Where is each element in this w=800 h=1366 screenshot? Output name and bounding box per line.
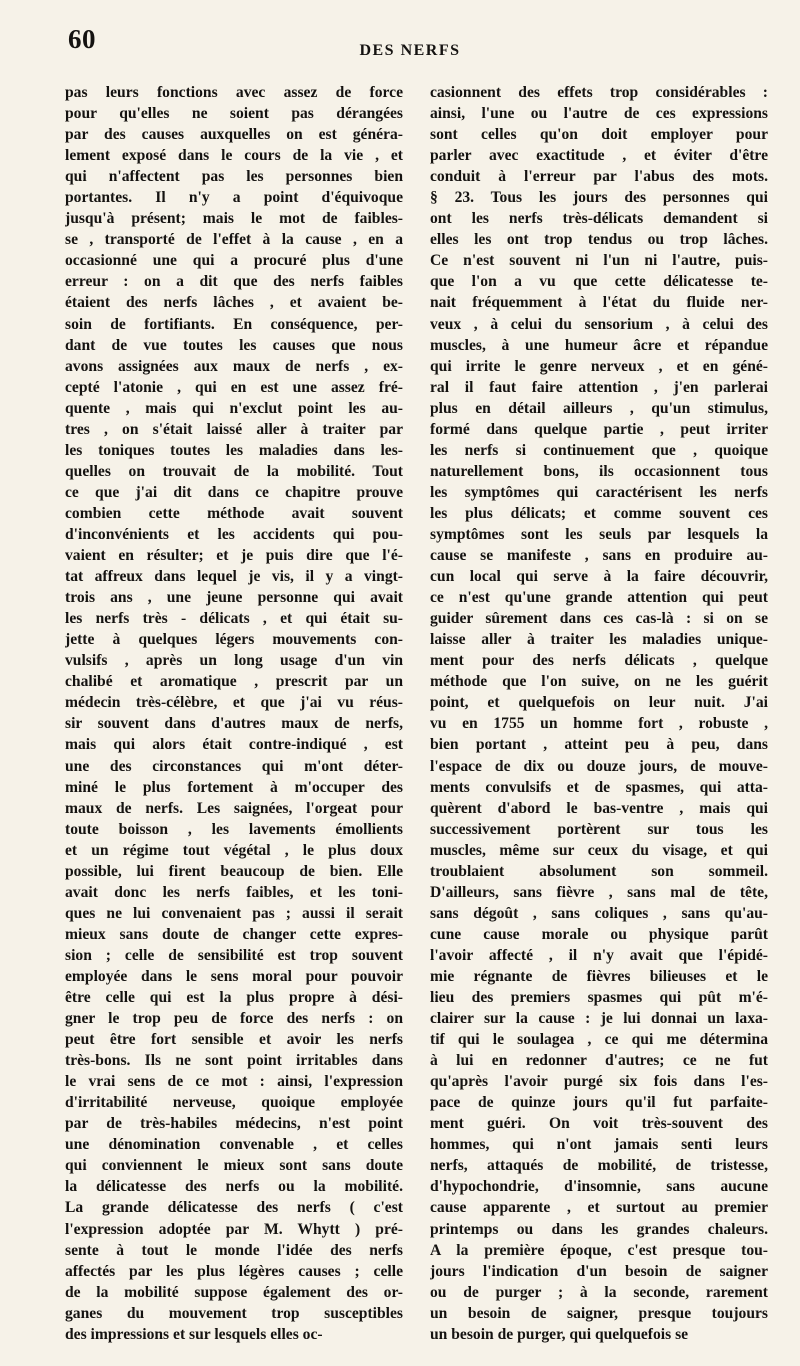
text-line: nerfs, attaqués de mobilité, de tristesse, — [430, 1157, 768, 1175]
text-line: ont les nerfs très-délicats demandent si — [430, 210, 768, 228]
text-line: ganes du mouvement trop susceptibles — [65, 1304, 403, 1322]
text-line: conduit à l'erreur par l'abus des mots. — [430, 168, 768, 186]
text-line: une dénomination convenable , et celles — [65, 1136, 403, 1154]
text-line: cause apparente , et surtout au premier — [430, 1199, 768, 1217]
text-line: des impressions et sur lesquels elles oc- — [65, 1325, 323, 1343]
text-line: à lui en redonner d'autres; ce ne fut — [430, 1052, 768, 1070]
text-line: ment guéri. On voit très-souvent des — [430, 1115, 768, 1133]
text-line: ment pour des nerfs délicats , quelque — [430, 652, 768, 670]
text-line: l'espace de dix ou douze jours, de mouve- — [430, 757, 768, 775]
text-line: tif qui le soulagea , ce qui me détermina — [430, 1031, 768, 1049]
text-line: le vrai sens de ce mot : ainsi, l'expression — [65, 1073, 403, 1091]
text-line: La grande délicatesse des nerfs ( c'est — [65, 1199, 403, 1217]
text-line: soin de fortifiants. En conséquence, per- — [65, 315, 403, 333]
text-line: vulsifs , après un long usage d'un vin — [65, 652, 403, 670]
text-line: quelles on trouvait de la mobilité. Tout — [65, 462, 403, 480]
text-line: miné le plus fortement à m'occuper des — [65, 778, 403, 796]
text-line: sont celles qu'on doit employer pour — [430, 126, 768, 144]
text-line: printemps ou dans les grandes chaleurs. — [430, 1220, 768, 1238]
text-line: qu'après l'avoir purgé six fois dans l'es- — [430, 1073, 768, 1091]
text-line: plus en détail ailleurs , qu'un stimulus, — [430, 399, 768, 417]
text-line: d'hypochondrie, d'insomnie, sans aucune — [430, 1178, 768, 1196]
text-line: ou de purger ; à la seconde, rarement — [430, 1283, 768, 1301]
text-line: clairer sur la cause : je lui donnai un laxa- — [430, 1010, 768, 1028]
text-line: affectés par les plus légères causes ; celle — [65, 1262, 403, 1280]
text-line: parler avec exactitude , et éviter d'être — [430, 147, 768, 165]
text-line: cepté l'atonie , qui en est une assez fré- — [65, 378, 403, 396]
right-text-column — [430, 82, 768, 1345]
text-line: pas leurs fonctions avec assez de force — [65, 84, 403, 101]
text-line: par des causes auxquelles on est généra- — [65, 126, 403, 144]
text-line: et un régime tout végétal , le plus doux — [65, 841, 403, 859]
text-line: muscles, à une humeur âcre et répandue — [430, 336, 768, 354]
text-line: que l'on a vu que cette délicatesse te- — [430, 273, 768, 291]
text-line: tres , on s'était laissé aller à traiter par — [65, 420, 403, 438]
page-header — [68, 24, 752, 64]
text-line: A la première époque, c'est presque tou- — [430, 1241, 768, 1259]
text-line: quente , mais qui n'exclut point les au- — [65, 399, 403, 417]
text-line: veux , à celui du sensorium , à celui des — [430, 315, 768, 333]
text-line: les toniques toutes les maladies dans les- — [65, 441, 403, 459]
text-line: les nerfs si continuement que , quoique — [430, 441, 768, 459]
text-line: point, et quelquefois on leur nuit. J'ai — [430, 694, 768, 712]
text-line: vu en 1755 un homme fort , robuste , — [430, 715, 768, 733]
text-line: Ce n'est souvent ni l'un ni l'autre, puis- — [430, 252, 768, 270]
text-line: employée dans le sens moral pour pouvoir — [65, 967, 403, 985]
text-line: peut être fort sensible et avoir les nerfs — [65, 1031, 403, 1049]
text-line: de la mobilité suppose également des or- — [65, 1283, 403, 1301]
text-line: ce n'est qu'une grande attention qui peut — [430, 589, 768, 607]
text-line: un besoin de saigner, presque toujours — [430, 1304, 768, 1322]
text-line: l'avoir affecté , il n'y avait que l'épidé- — [430, 946, 768, 964]
text-line: cause se manifeste , sans en produire au- — [430, 547, 768, 565]
text-line: les plus délicats; et comme souvent ces — [430, 504, 768, 522]
text-line: ments convulsifs et de spasmes, qui atta- — [430, 778, 768, 796]
text-line: ques ne lui convenaient pas ; aussi il serait — [65, 904, 403, 922]
text-line: formé dans quelque partie , peut irriter — [430, 420, 768, 438]
text-line: étaient des nerfs lâches , et avaient be- — [65, 294, 403, 312]
text-line: ral il faut faire attention , j'en parlerai — [430, 378, 768, 396]
text-line: nait fréquemment à l'état du fluide ner- — [430, 294, 768, 312]
text-line: jusqu'à présent; mais le mot de faibles- — [65, 210, 403, 228]
text-line: une des circonstances qui m'ont déter- — [65, 757, 403, 775]
text-line: elles les ont trop tendus ou trop lâches. — [430, 231, 768, 249]
text-line: pour qu'elles ne soient pas dérangées — [65, 105, 403, 123]
text-line: par de très-habiles médecins, n'est point — [65, 1115, 403, 1133]
text-line: erreur : on a dit que des nerfs faibles — [65, 273, 403, 291]
text-line: § 23. Tous les jours des personnes qui — [430, 189, 768, 207]
text-line: méthode que l'on suive, on ne les guérit — [430, 673, 768, 691]
text-line: dant de vue toutes les causes que nous — [65, 336, 403, 354]
text-line: très-bons. Ils ne sont point irritables dans — [65, 1052, 403, 1070]
text-line: muscles, même sur ceux du visage, et qui — [430, 841, 768, 859]
text-line: vaient en résulter; et je puis dire que l'é- — [65, 547, 403, 565]
left-text-column — [65, 82, 403, 1345]
text-line: sente à tout le monde l'idée des nerfs — [65, 1241, 403, 1259]
text-line: pace de quinze jours qu'il fut parfaite- — [430, 1094, 768, 1112]
text-line: d'inconvénients et les accidents qui pou- — [65, 525, 403, 543]
text-line: médecin très-célèbre, et que j'ai vu réus- — [65, 694, 403, 712]
text-line: cune cause morale ou physique parût — [430, 925, 768, 943]
text-line: mie régnante de fièvres bilieuses et le — [430, 967, 768, 985]
text-line: avons assignées aux maux de nerfs , ex- — [65, 357, 403, 375]
text-line: lement exposé dans le cours de la vie , et — [65, 147, 403, 165]
text-line: toute boisson , les lavements émollients — [65, 820, 403, 838]
text-line: troublaient absolument son sommeil. — [430, 862, 768, 880]
text-line: mieux sans doute de changer cette expres- — [65, 925, 403, 943]
text-line: qui n'affectent pas les personnes bien — [65, 168, 403, 186]
text-line: bien portant , atteint peu à peu, dans — [430, 736, 768, 754]
text-line: lieu des premiers spasmes qui pût m'é- — [430, 989, 768, 1007]
text-line: se , transporté de l'effet à la cause , en a — [65, 231, 403, 249]
text-line: D'ailleurs, sans fièvre , sans mal de tête, — [430, 883, 768, 901]
text-line: occasionné une qui a procuré plus d'une — [65, 252, 403, 270]
text-line: qui conviennent le mieux sont sans doute — [65, 1157, 403, 1175]
text-line: successivement portèrent sur tous les — [430, 820, 768, 838]
text-line: être celle qui est la plus propre à dési- — [65, 989, 403, 1007]
text-line: l'expression adoptée par M. Whytt ) pré- — [65, 1220, 403, 1238]
text-line: sir souvent dans d'autres maux de nerfs, — [65, 715, 403, 733]
text-line: ainsi, l'une ou l'autre de ces expressions — [430, 105, 768, 123]
text-line: naturellement bons, ils occasionnent tous — [430, 462, 768, 480]
text-line: hommes, qui n'ont jamais senti leurs — [430, 1136, 768, 1154]
text-line: jours l'indication d'un besoin de saigner — [430, 1262, 768, 1280]
text-line: avait donc les nerfs faibles, et les toni- — [65, 883, 403, 901]
text-line: laisse aller à traiter les maladies unique- — [430, 631, 768, 649]
text-line: portantes. Il n'y a point d'équivoque — [65, 189, 403, 207]
text-line: quèrent d'abord le bas-ventre , mais qui — [430, 799, 768, 817]
text-line: d'irritabilité nerveuse, quoique employée — [65, 1094, 403, 1112]
text-line: trois ans , une jeune personne qui avait — [65, 589, 403, 607]
text-line: casionnent des effets trop considérables : — [430, 84, 768, 101]
text-line: cun local qui serve à la faire découvrir, — [430, 568, 768, 586]
text-line: maux de nerfs. Les saignées, l'orgeat pour — [65, 799, 403, 817]
text-line: sion ; celle de sensibilité est trop souvent — [65, 946, 403, 964]
running-title: DES NERFS — [359, 42, 461, 59]
text-line: chalibé et aromatique , prescrit par un — [65, 673, 403, 691]
text-line: guider sûrement dans ces cas-là : si on se — [430, 610, 768, 628]
text-line: sans dégoût , sans coliques , sans qu'au- — [430, 904, 768, 922]
text-line: mais qui alors était contre-indiqué , est — [65, 736, 403, 754]
text-line: gner le trop peu de force des nerfs : on — [65, 1010, 403, 1028]
text-line: symptômes sont les seuls par lesquels la — [430, 525, 768, 543]
text-line: tat affreux dans lequel je vis, il y a vingt- — [65, 568, 403, 586]
text-line: ce que j'ai dit dans ce chapitre prouve — [65, 483, 403, 501]
text-line: un besoin de purger, qui quelquefois se — [430, 1325, 689, 1343]
text-line: combien cette méthode avait souvent — [65, 504, 403, 522]
text-line: qui irrite le genre nerveux , et en géné- — [430, 357, 768, 375]
text-line: la délicatesse des nerfs ou la mobilité. — [65, 1178, 403, 1196]
text-line: possible, lui firent beaucoup de bien. Elle — [65, 862, 403, 880]
text-line: les symptômes qui caractérisent les nerfs — [430, 483, 768, 501]
text-line: les nerfs très - délicats , et qui était su- — [65, 610, 403, 628]
page-number: 60 — [68, 24, 96, 54]
text-line: jette à quelques légers mouvements con- — [65, 631, 403, 649]
